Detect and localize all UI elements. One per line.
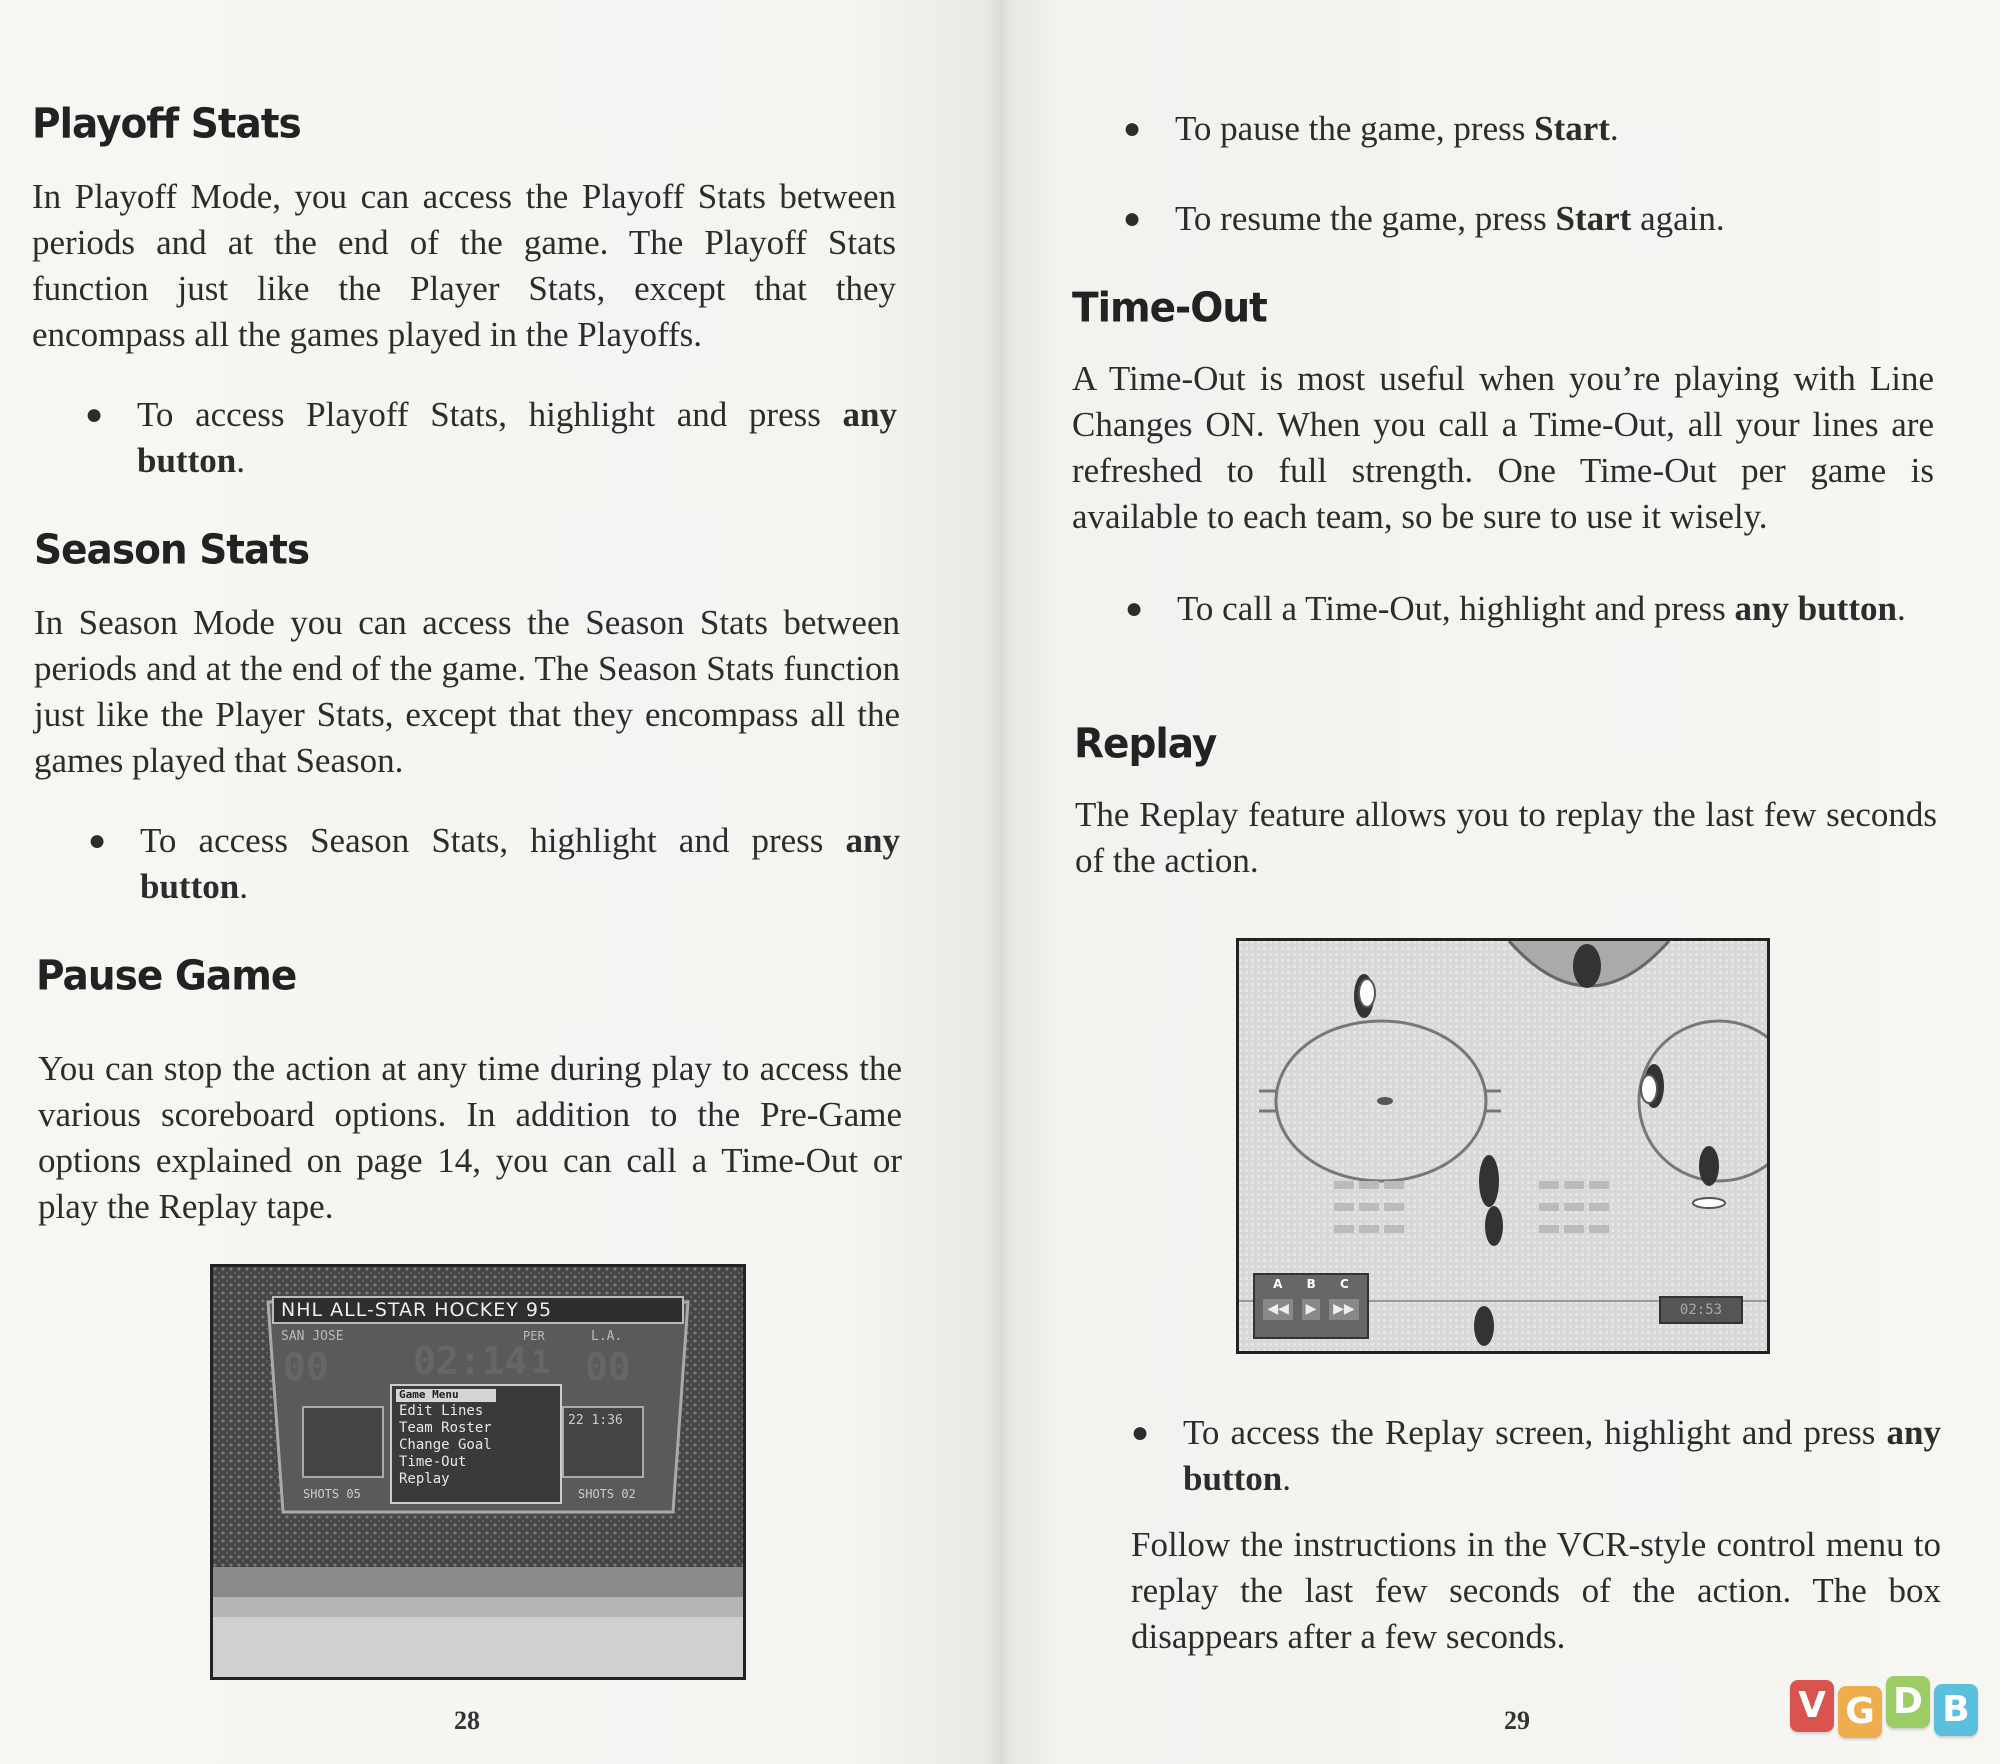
replay-paragraph-2: Follow the instructions in the VCR-style control menu to replay the last few seconds of the action. The box disappears after a few seconds. bbox=[1131, 1525, 1941, 1656]
pause-game-heading: Pause Game bbox=[36, 952, 297, 1001]
fast-forward-icon[interactable]: ▶▶ bbox=[1329, 1299, 1359, 1320]
menu-item-time-out[interactable]: Time-Out bbox=[399, 1454, 467, 1470]
pause-game-paragraph: You can stop the action at any time during play to access the various scoreboard options. In addition to the Pre-Game options explained on page 14, you can call a Time-Out or play the Replay tape. bbox=[38, 1049, 902, 1226]
bullet-icon: ● bbox=[1123, 112, 1142, 145]
scoreboard-title: NHL ALL-STAR HOCKEY 95 bbox=[281, 1299, 553, 1321]
logo-letter-v: V bbox=[1790, 1680, 1834, 1732]
replay-timer: 02:53 bbox=[1659, 1296, 1743, 1324]
season-stats-bullet: ● To access Season Stats, highlight and press any button. bbox=[140, 818, 900, 910]
page-number-right: 29 bbox=[1504, 1706, 1530, 1735]
logo-letter-g: G bbox=[1838, 1686, 1882, 1738]
rewind-icon[interactable]: ◀◀ bbox=[1263, 1299, 1293, 1320]
period-value: 1 bbox=[531, 1343, 551, 1381]
bullet-icon: ● bbox=[1123, 202, 1142, 235]
button-c-label: C bbox=[1340, 1277, 1349, 1291]
away-score: 00 bbox=[585, 1345, 631, 1389]
scoreboard-screenshot bbox=[210, 1264, 746, 1680]
away-shots: SHOTS 02 bbox=[578, 1487, 636, 1501]
vcr-control-menu bbox=[1253, 1273, 1369, 1339]
replay-heading: Replay bbox=[1074, 720, 1217, 769]
playoff-stats-paragraph: In Playoff Mode, you can access the Playoff Stats between periods and at the end of the game. The Playoff Stats function just like the Player Stats, except that they encompass all the games played in the Playoffs. bbox=[32, 177, 896, 354]
button-b-label: B bbox=[1306, 1277, 1316, 1291]
pause-bullet-1: ● To pause the game, press Start. bbox=[1175, 106, 1735, 152]
season-stats-heading: Season Stats bbox=[34, 526, 310, 575]
playoff-stats-bullet: ● To access Playoff Stats, highlight and press any button. bbox=[137, 392, 897, 484]
home-score: 00 bbox=[283, 1345, 329, 1389]
home-shots: SHOTS 05 bbox=[303, 1487, 361, 1501]
menu-item-edit-lines[interactable]: Edit Lines bbox=[399, 1403, 484, 1419]
time-out-paragraph: A Time-Out is most useful when you’re playing with Line Changes ON. When you call a Time-Out, all your lines are refreshed to full strength. One Time-Out per game is available to each team, so be sure to use it wisely. bbox=[1072, 359, 1934, 536]
button-a-label: A bbox=[1273, 1277, 1283, 1291]
game-clock: 02:14 bbox=[413, 1339, 528, 1383]
logo-letter-d: D bbox=[1886, 1676, 1930, 1728]
replay-bullet: ● To access the Replay screen, highlight and press any button. bbox=[1183, 1410, 1941, 1502]
bullet-icon: ● bbox=[1131, 1416, 1150, 1449]
bullet-icon: ● bbox=[88, 824, 107, 857]
replay-screenshot bbox=[1236, 938, 1770, 1354]
menu-item-team-roster[interactable]: Team Roster bbox=[399, 1420, 492, 1436]
home-team: SAN JOSE bbox=[281, 1329, 344, 1344]
period-label: PER bbox=[523, 1329, 545, 1343]
game-menu-title: Game Menu bbox=[399, 1388, 459, 1401]
away-team: L.A. bbox=[591, 1329, 623, 1344]
menu-item-change-goal[interactable]: Change Goal bbox=[399, 1437, 492, 1453]
play-icon[interactable]: ▶ bbox=[1302, 1299, 1321, 1320]
game-menu bbox=[399, 1403, 492, 1488]
bullet-icon: ● bbox=[85, 398, 104, 431]
side-panel-text: 22 1:36 bbox=[568, 1413, 623, 1428]
page-number-left: 28 bbox=[454, 1706, 480, 1735]
playoff-stats-heading: Playoff Stats bbox=[32, 100, 301, 149]
time-out-bullet: ● To call a Time-Out, highlight and press any button. bbox=[1177, 586, 1935, 632]
book-gutter bbox=[985, 0, 1015, 1764]
bullet-icon: ● bbox=[1125, 592, 1144, 625]
logo-letter-b: B bbox=[1934, 1684, 1978, 1736]
menu-item-replay[interactable]: Replay bbox=[399, 1471, 450, 1487]
replay-paragraph: The Replay feature allows you to replay the last few seconds of the action. bbox=[1075, 795, 1937, 880]
pause-bullet-2: ● To resume the game, press Start again. bbox=[1175, 196, 1815, 242]
time-out-heading: Time-Out bbox=[1072, 284, 1267, 333]
season-stats-paragraph: In Season Mode you can access the Season Stats between periods and at the end of the game. The Season Stats function just like the Player Stats, except that they encompass all the games played that Season. bbox=[34, 603, 900, 780]
vgdb-logo bbox=[1790, 1676, 1990, 1738]
